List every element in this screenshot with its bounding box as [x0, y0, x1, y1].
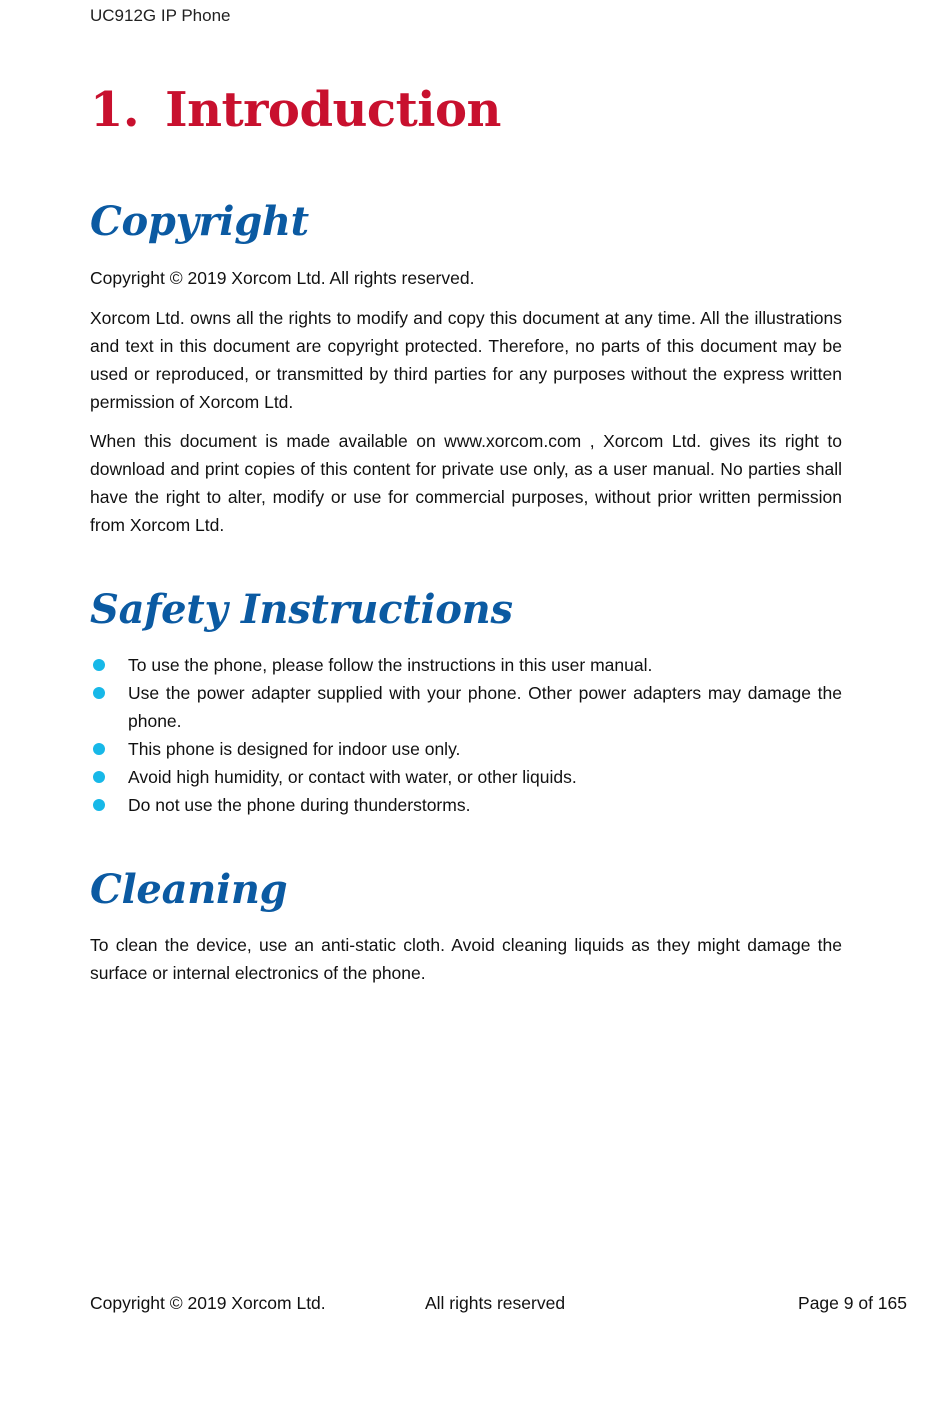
- copyright-heading: Copyright: [90, 198, 309, 245]
- list-item: [90, 791, 842, 819]
- cleaning-heading: Cleaning: [90, 866, 288, 913]
- footer-copyright: Copyright © 2019 Xorcom Ltd.: [90, 1293, 326, 1313]
- bullet-icon: [93, 743, 105, 755]
- footer-rights: All rights reserved: [425, 1293, 566, 1313]
- chapter-title-text: Introduction: [165, 82, 501, 138]
- list-item-text: This phone is designed for indoor use only.: [128, 739, 461, 759]
- list-item-text: Use the power adapter supplied with your phone. Other power adapters may damage the phone.: [128, 683, 842, 731]
- bullet-icon: [93, 659, 105, 671]
- chapter-number: 1.: [90, 82, 140, 138]
- ownership-paragraph: Xorcom Ltd. owns all the rights to modify and copy this document at any time. All the illustrations and text in this document are copyright protected. Therefore, no parts of this document may be used or reproduced, or transmitted by third parties for any purposes without the express written permission of Xorcom Ltd.: [90, 308, 842, 412]
- bullet-icon: [93, 799, 105, 811]
- bullet-icon: [93, 771, 105, 783]
- usage-paragraph: When this document is made available on www.xorcom.com , Xorcom Ltd. gives its right to download and print copies of this content for private use only, as a user manual. No parties shall have the right to alter, modify or use for commercial purposes, without prior written permission from Xorcom Ltd.: [90, 431, 842, 535]
- cleaning-paragraph: To clean the device, use an anti-static cloth. Avoid cleaning liquids as they might damage the surface or internal electronics of the phone.: [90, 935, 842, 983]
- list-item-text: Avoid high humidity, or contact with water, or other liquids.: [128, 767, 577, 787]
- list-item: [90, 651, 842, 679]
- list-item-text: Do not use the phone during thunderstorms.: [128, 795, 471, 815]
- chapter-title: [90, 82, 501, 138]
- safety-list: [90, 651, 842, 819]
- list-item-text: To use the phone, please follow the instructions in this user manual.: [128, 655, 653, 675]
- list-item: [90, 679, 842, 735]
- running-header: UC912G IP Phone: [90, 6, 231, 25]
- copyright-statement: Copyright © 2019 Xorcom Ltd. All rights reserved.: [90, 268, 475, 288]
- safety-heading: Safety Instructions: [90, 586, 513, 633]
- list-item: [90, 735, 842, 763]
- list-item: [90, 763, 842, 791]
- bullet-icon: [93, 687, 105, 699]
- footer-page-number: Page 9 of 165: [798, 1293, 907, 1313]
